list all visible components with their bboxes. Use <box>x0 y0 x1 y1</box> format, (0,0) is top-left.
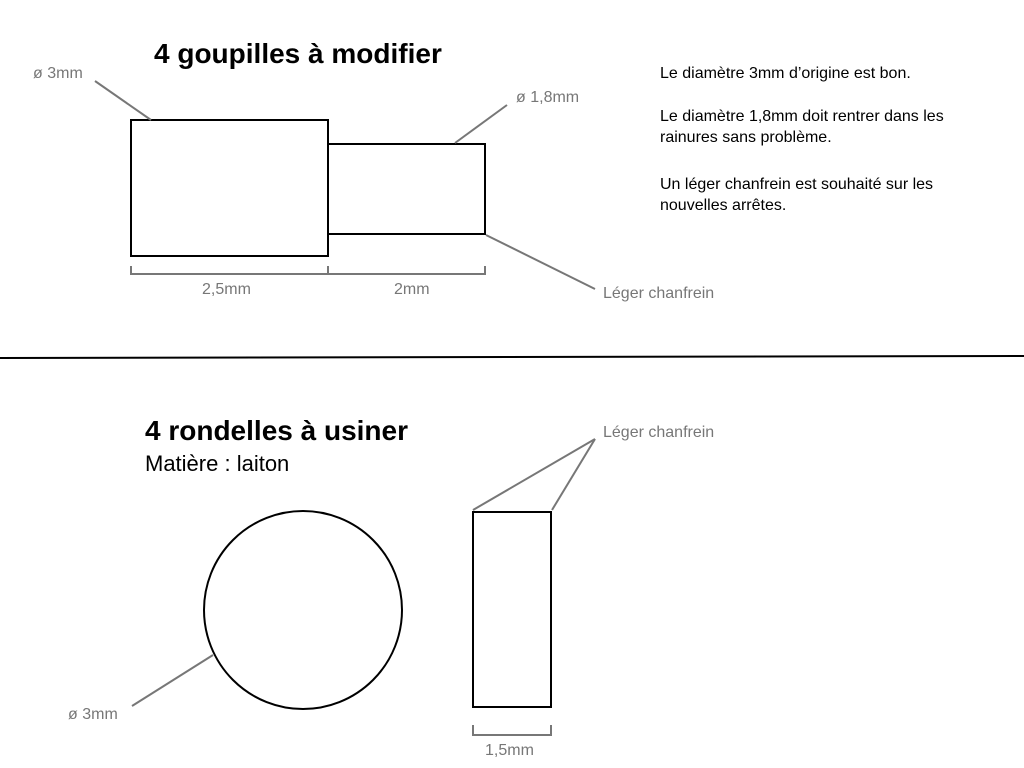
washer-thickness-label: 1,5mm <box>485 742 534 759</box>
washer-side-view <box>473 512 551 707</box>
leader-washer-chamfer-right <box>552 439 595 510</box>
pin-large-section <box>131 120 328 256</box>
pin-length-large-label: 2,5mm <box>202 281 251 298</box>
pins-note-2: Le diamètre 1,8mm doit rentrer dans les rainures sans problème. <box>660 108 944 146</box>
pin-length-small-label: 2mm <box>394 281 430 298</box>
leader-washer-diameter <box>132 655 213 706</box>
washer-front-view <box>204 511 402 709</box>
leader-pin-small-diameter <box>455 105 507 143</box>
pins-note-3: Un léger chanfrein est souhaité sur les nouvelles arrêtes. <box>660 176 934 214</box>
pin-small-section <box>328 144 485 234</box>
washers-title: 4 rondelles à usiner <box>145 415 408 446</box>
leader-washer-chamfer-left <box>473 439 595 510</box>
pins-title: 4 goupilles à modifier <box>154 38 442 69</box>
washer-dimension-bracket <box>473 725 551 736</box>
pin-large-diameter-label: ø 3mm <box>33 65 83 82</box>
leader-pin-chamfer <box>486 235 595 289</box>
pins-note-1: Le diamètre 3mm d’origine est bon. <box>660 65 911 82</box>
washer-chamfer-label: Léger chanfrein <box>603 424 715 441</box>
pin-chamfer-label: Léger chanfrein <box>603 285 715 302</box>
washers-material: Matière : laiton <box>145 451 290 476</box>
section-divider <box>0 356 1024 358</box>
leader-pin-large-diameter <box>95 81 151 120</box>
pin-dimension-bracket <box>131 266 485 275</box>
washer-diameter-label: ø 3mm <box>68 706 118 723</box>
pin-small-diameter-label: ø 1,8mm <box>516 89 580 106</box>
